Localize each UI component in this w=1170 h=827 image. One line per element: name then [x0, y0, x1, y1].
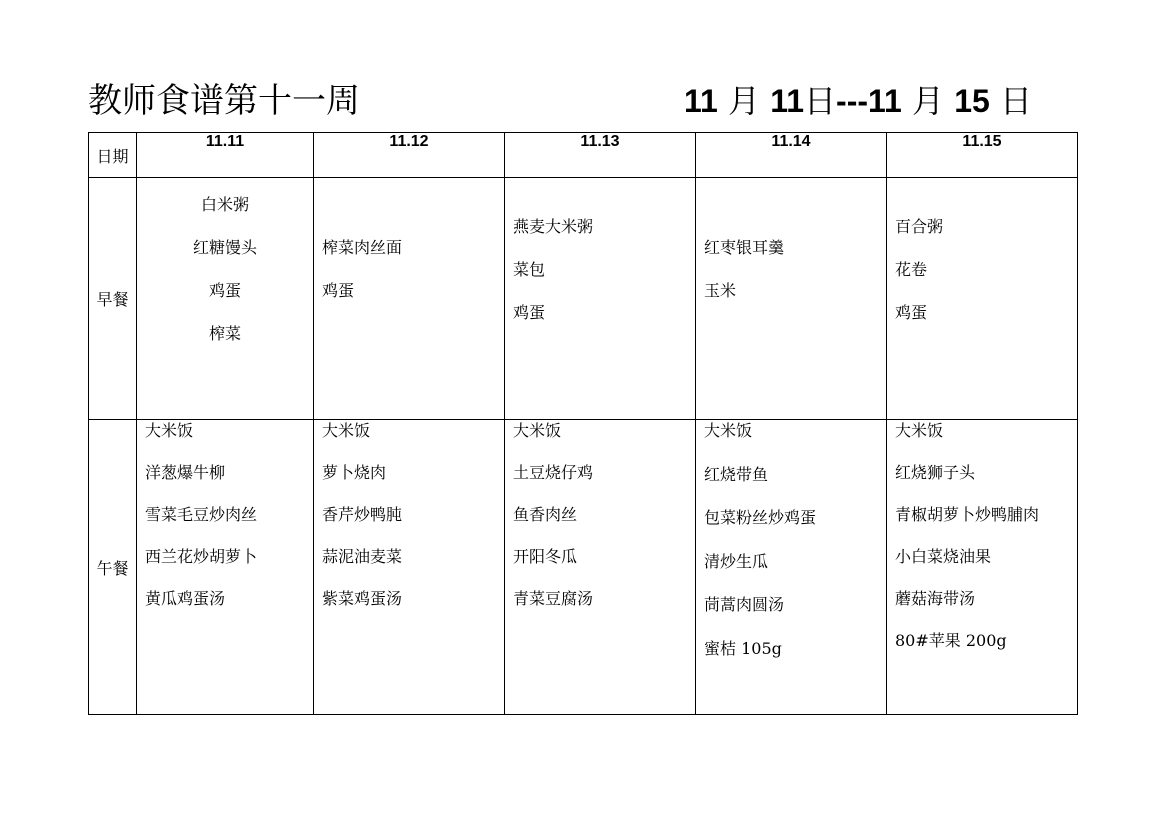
menu-item: 蒜泥油麦菜: [322, 547, 403, 566]
start-month: 11: [684, 83, 718, 119]
menu-item: 紫菜鸡蛋汤: [322, 589, 403, 608]
header-label: 日期: [89, 133, 137, 178]
menu-item: 黄瓜鸡蛋汤: [145, 589, 226, 608]
menu-item: 西兰花炒胡萝卜: [145, 547, 258, 566]
day-char-2: 日: [999, 82, 1032, 120]
range-separator: ---: [836, 83, 868, 119]
menu-item: 百合粥: [895, 217, 944, 236]
menu-item: 茼蒿肉圆汤: [704, 595, 785, 614]
menu-item: 青菜豆腐汤: [513, 589, 594, 608]
menu-item: 80#苹果 200g: [895, 631, 1007, 650]
menu-item: 燕麦大米粥: [513, 217, 594, 236]
menu-item: 包菜粉丝炒鸡蛋: [704, 508, 817, 527]
menu-item: 鸡蛋: [895, 303, 928, 322]
menu-item: 土豆烧仔鸡: [513, 463, 594, 482]
menu-item: 清炒生瓜: [704, 551, 769, 571]
menu-item: 香芹炒鸭肫: [322, 505, 403, 524]
lunch-cell: [314, 420, 505, 715]
menu-item: 洋葱爆牛柳: [145, 463, 226, 482]
lunch-cell: [696, 420, 887, 715]
menu-item: 大米饭: [513, 421, 562, 440]
table-header-row: [89, 133, 1078, 178]
lunch-cell: [505, 420, 696, 715]
breakfast-cell: [314, 178, 505, 420]
date-header: 11.15: [887, 133, 1078, 178]
breakfast-cell: [887, 178, 1078, 420]
lunch-label: 午餐: [89, 420, 137, 715]
date-header: 11.11: [137, 133, 314, 178]
menu-item: 萝卜烧肉: [322, 463, 387, 482]
menu-table: [88, 132, 1078, 715]
month-char-1: 月: [728, 82, 761, 120]
menu-item: 蘑菇海带汤: [895, 589, 976, 608]
start-day: 11: [770, 83, 805, 119]
menu-item: 菜包: [513, 260, 546, 279]
menu-item: 玉米: [704, 281, 737, 300]
menu-item: 开阳冬瓜: [513, 547, 578, 566]
menu-item: 蜜桔 105g: [704, 638, 782, 658]
breakfast-row: [89, 178, 1078, 420]
menu-item: 榨菜肉丝面: [322, 238, 403, 257]
date-header: 11.13: [505, 133, 696, 178]
page-title: 教师食谱第十一周: [88, 81, 360, 121]
menu-item: 青椒胡萝卜炒鸭脯肉: [895, 505, 1040, 524]
day-char-1: 日: [804, 82, 837, 120]
menu-item: 鱼香肉丝: [513, 505, 578, 524]
breakfast-cell: [696, 178, 887, 420]
menu-item: 白米粥: [200, 195, 249, 214]
menu-item: 红烧狮子头: [895, 463, 976, 482]
menu-item: 大米饭: [895, 421, 944, 440]
date-range: [684, 76, 1032, 126]
menu-item: 大米饭: [704, 421, 753, 440]
menu-item: 雪菜毛豆炒肉丝: [145, 505, 258, 524]
date-header: 11.14: [696, 133, 887, 178]
end-day: 15: [954, 83, 990, 119]
date-header: 11.12: [314, 133, 505, 178]
menu-item: 鸡蛋: [208, 281, 241, 300]
menu-item: 大米饭: [145, 421, 194, 440]
menu-item: 鸡蛋: [513, 303, 546, 322]
menu-item: 榨菜: [208, 324, 241, 343]
breakfast-cell: [505, 178, 696, 420]
breakfast-cell: [137, 178, 314, 420]
menu-item: 小白菜烧油果: [895, 547, 992, 566]
menu-item: 红糖馒头: [192, 238, 257, 257]
menu-item: 花卷: [895, 260, 928, 279]
lunch-row: [89, 420, 1078, 715]
menu-item: 红枣银耳羹: [704, 238, 785, 257]
menu-item: 大米饭: [322, 421, 371, 440]
lunch-cell: [887, 420, 1078, 715]
breakfast-label: 早餐: [89, 178, 137, 420]
month-char-2: 月: [912, 82, 945, 120]
menu-item: 鸡蛋: [322, 281, 355, 300]
end-month: 11: [868, 83, 902, 119]
menu-item: 红烧带鱼: [704, 464, 769, 484]
lunch-cell: [137, 420, 314, 715]
